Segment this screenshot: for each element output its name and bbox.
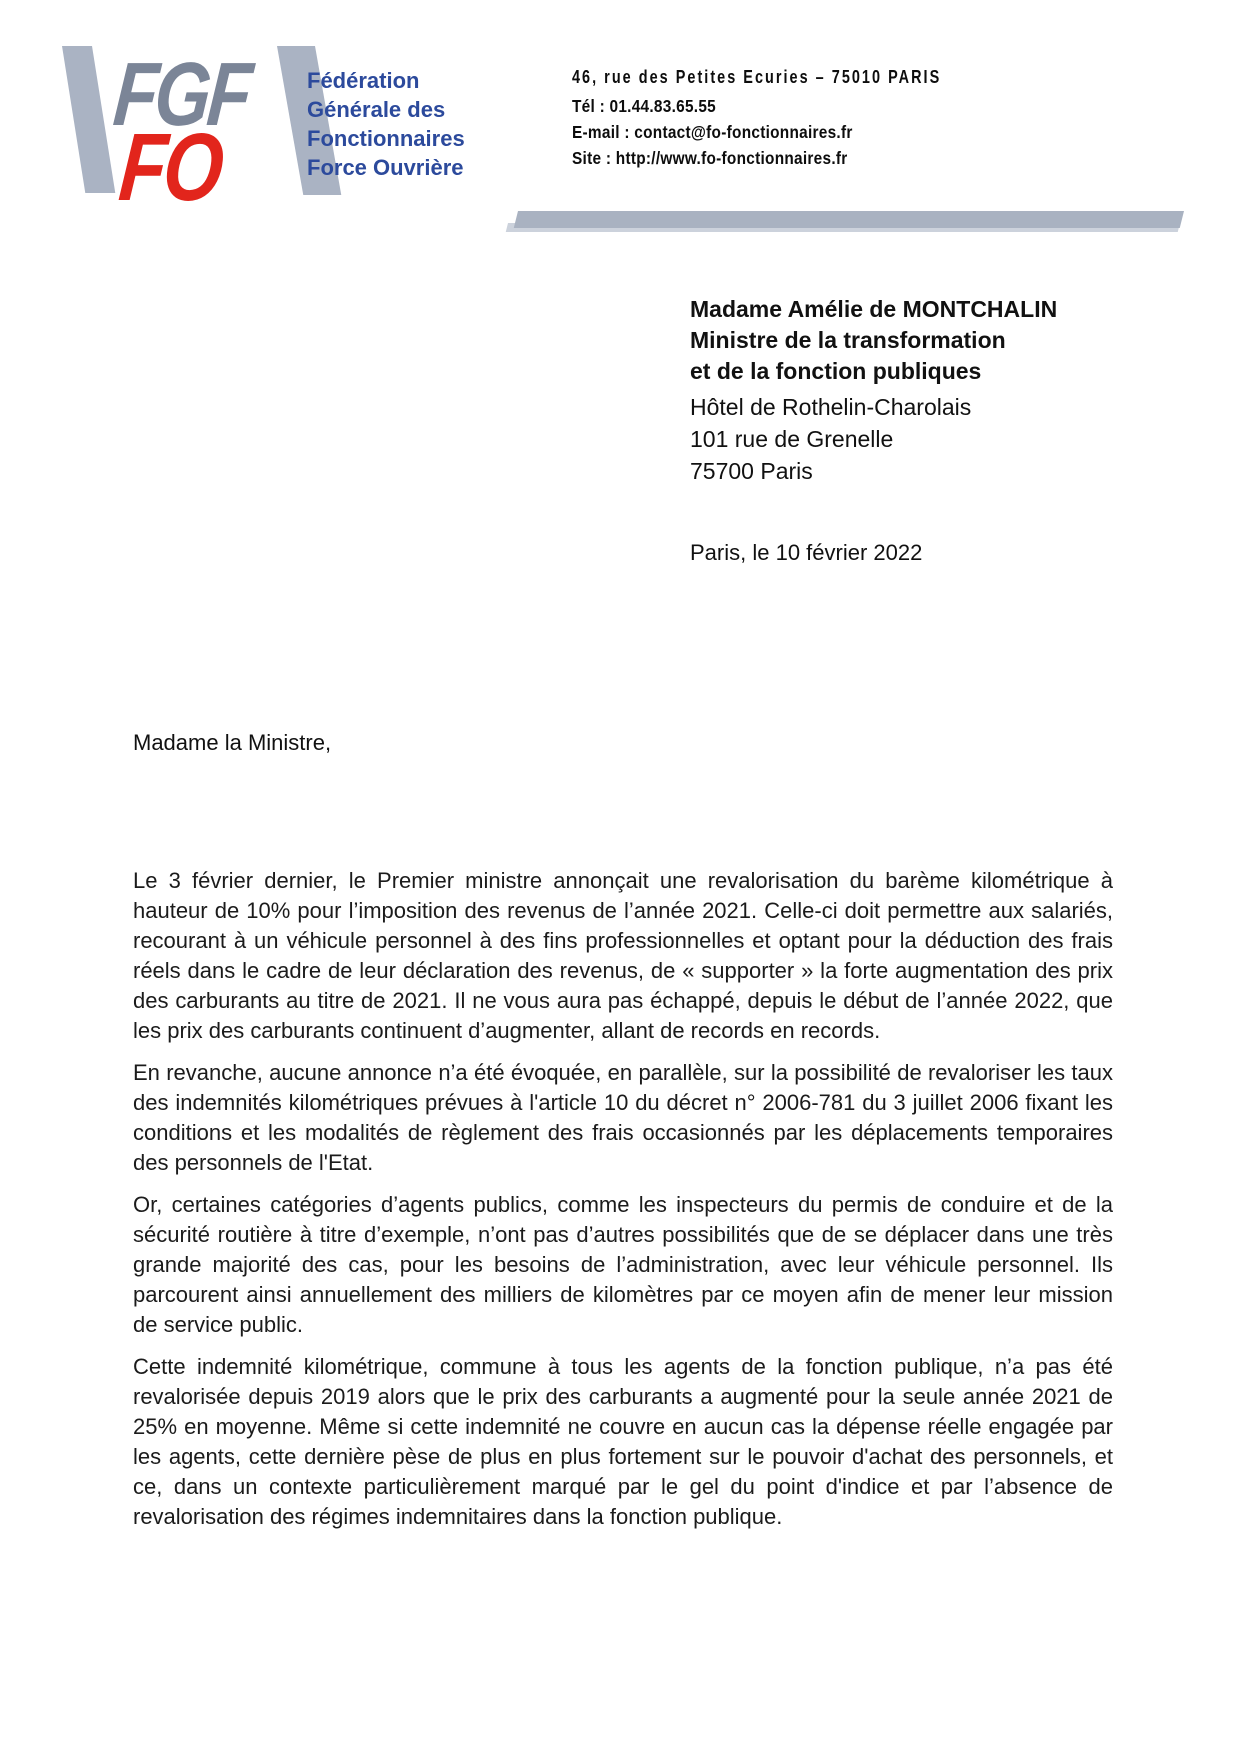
contact-block (572, 66, 1045, 174)
org-name-line: Générale des (307, 97, 446, 122)
body-paragraph: En revanche, aucune annonce n’a été évoquée, en parallèle, sur la possibilité de revaloriser les taux des indemnités kilométriques prévues à l'article 10 du décret n° 2006-781 du 3 juillet 2006 fixant les conditions et les modalités de règlement des frais occasionnés par les déplacements temporaires des personnels de l'Etat. (133, 1060, 1113, 1175)
recipient-title-line: et de la fonction publiques (690, 358, 982, 384)
body-paragraph: Cette indemnité kilométrique, commune à tous les agents de la fonction publique, n’a pas été revalorisée depuis 2019 alors que le prix des carburants a augmenté pour la seule année 2021 de 25% en moyenne. Même si cette indemnité ne couvre en aucun cas la dépense réelle engagée par les agents, cette dernière pèse de plus en plus fortement sur le pouvoir d'achat des personnels, et ce, dans un contexte particulièrement marqué par le gel du point d'indice et par l’absence de revalorisation des régimes indemnitaires dans la fonction publique. (133, 1354, 1113, 1529)
recipient-address (690, 391, 971, 487)
contact-street-address: 46, rue des Petites Ecuries – 75010 PARIS (572, 66, 942, 87)
recipient-name-title (690, 294, 1057, 387)
org-name-line: Fédération (307, 68, 420, 93)
letter-body (133, 866, 1113, 1544)
contact-phone: Tél : 01.44.83.65.55 (572, 96, 716, 116)
recipient-address-line: 75700 Paris (690, 458, 813, 484)
org-name-line: Fonctionnaires (307, 126, 465, 151)
body-paragraph: Or, certaines catégories d’agents publics, comme les inspecteurs du permis de conduire et de la sécurité routière à titre d’exemple, n’ont pas d’autres possibilités que de se déplacer dans une très grande majorité des cas, pour les besoins de l’administration, avec leur véhicule personnel. Ils parcourent ainsi annuellement des milliers de kilomètres par ce moyen afin de mener leur mission de service public. (133, 1192, 1113, 1337)
logo-fgf-text: FGF (110, 45, 253, 145)
logo-left-band-shape (62, 46, 115, 193)
recipient-address-line: Hôtel de Rothelin-Charolais (690, 394, 972, 420)
contact-website: Site : http://www.fo-fonctionnaires.fr (572, 148, 848, 168)
org-name-line: Force Ouvrière (307, 155, 464, 180)
contact-email: E-mail : contact@fo-fonctionnaires.fr (572, 122, 853, 142)
header-divider-bar (514, 211, 1184, 228)
recipient-title-line: Ministre de la transformation (690, 327, 1006, 353)
logo-fo-text: FO (115, 114, 225, 221)
body-paragraph: Le 3 février dernier, le Premier ministre annonçait une revalorisation du barème kilométrique à hauteur de 10% pour l’imposition des revenus de l’année 2021. Celle-ci doit permettre aux salariés, recourant à un véhicule personnel à des fins professionnelles et optant pour la déduction des frais réels dans le cadre de leur déclaration des revenus, de « supporter » la forte augmentation des prix des carburants au titre de 2021. Il ne vous aura pas échappé, depuis le début de l’année 2022, que les prix des carburants continuent d’augmenter, allant de records en records. (133, 868, 1113, 1043)
recipient-address-line: 101 rue de Grenelle (690, 426, 894, 452)
date-line: Paris, le 10 février 2022 (690, 540, 923, 565)
recipient-name: Madame Amélie de MONTCHALIN (690, 296, 1058, 322)
salutation: Madame la Ministre, (133, 730, 332, 755)
organisation-name (307, 66, 465, 182)
